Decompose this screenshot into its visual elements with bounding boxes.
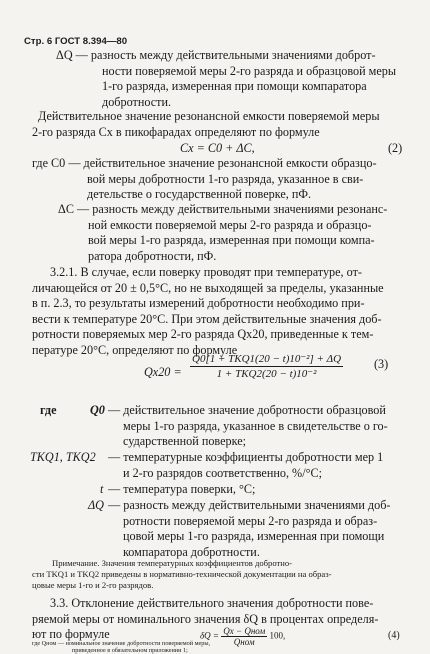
dq-definition-2: [108, 498, 391, 560]
text-line: добротности.: [102, 94, 172, 109]
text-line: Примечание. Значения температурных коэффициентов добротно-: [52, 558, 293, 568]
tkq-definition: [108, 450, 383, 481]
text-line: вести к температуре 20°С. При этом действительные значения доб-: [32, 311, 382, 326]
text-line: вой меры 1-го разряда, измеренная при помощи компа-: [88, 233, 375, 248]
text-line: — действительное значение добротности образцовой: [108, 403, 386, 417]
formula-3-numerator: Q0[1 + TKQ1(20 − t)10⁻²] + ΔQ: [192, 353, 342, 365]
text-line: ΔQ — разность между действительными значениями доброт-: [56, 48, 376, 62]
text-line: ряемой меры от номинального значения δQ в процентах определя-: [32, 611, 379, 626]
text-line: детельстве о государственной поверке, пФ.: [87, 187, 312, 202]
text-line: меры 1-го разряда, указанное в свидетельстве о го-: [123, 418, 388, 433]
formula-2: Cx = C0 + ΔC,: [180, 141, 255, 155]
t-definition: [108, 482, 255, 498]
text-line: ΔC — разность между действительными значениями резонанс-: [58, 202, 388, 216]
text-line: ротности поверяемых мер 2-го разряда Qx20, приведенные к тем-: [32, 327, 374, 342]
text-line: цовые меры 1-го и 2-го разрядов.: [32, 580, 154, 590]
formula-3-number: (3): [374, 357, 389, 371]
text-line: 2-го разряда Cx в пикофарадах определяют по формуле: [32, 124, 320, 139]
note: [32, 558, 331, 591]
text-line: 3.3. Отклонение действительного значения добротности пове-: [50, 596, 374, 610]
text-line: ротности поверяемой меры 2-го разряда и образ-: [123, 513, 378, 528]
text-line: 1-го разряда, измеренная при помощи компаратора: [102, 79, 367, 94]
c0-definition: [32, 156, 377, 203]
text-line: где Qном — номинальное значение добротности поверяемой меры,: [32, 640, 211, 647]
text-line: в п. 2.3, то результаты измерений добротности необходимо при-: [32, 296, 365, 311]
formula-4-numerator: Qx − Qном: [223, 626, 266, 636]
text-line: где C0 — действительное значение резонансной емкости образцо-: [32, 156, 377, 170]
text-line: пературе 20°С, определяют по формуле: [32, 342, 238, 357]
page-header: Стр. 6 ГОСТ 8.394—80: [24, 36, 128, 47]
qnom-definition: [32, 640, 210, 654]
q0-definition: [108, 403, 388, 450]
where-label: где: [40, 403, 57, 417]
paragraph-3-2-1: [32, 265, 384, 359]
text-line: ют по формуле: [32, 627, 110, 642]
text-line: ности поверяемой меры 2-го разряда и образцовой меры: [102, 63, 397, 78]
text-line: сударственной поверке;: [123, 434, 247, 449]
text-line: — температурные коэффициенты добротности мер 1: [108, 450, 384, 464]
text-line: приведенное в обязательном приложении 1;: [72, 647, 188, 654]
formula-2-number: (2): [388, 141, 403, 155]
text-line: 3.2.1. В случае, если поверку проводят при температуре, от-: [50, 265, 362, 279]
text-line: — температура поверки, °С;: [108, 482, 256, 496]
text-line: — разность между действительными значениями доб-: [108, 498, 391, 512]
formula-4: [200, 626, 285, 647]
dc-definition: [58, 202, 387, 264]
symbol-q0: Q0: [90, 403, 105, 417]
text-line: ной емкости поверяемой меры 2-го разряда и образцо-: [88, 217, 372, 232]
text-line: компаратора добротности.: [123, 544, 260, 559]
formula-4-tail: 100,: [269, 630, 286, 641]
text-line: и 2-го разрядов соответственно, %/°С;: [123, 465, 322, 480]
formula-4-denominator: Qном: [233, 637, 255, 647]
formula-4-number: (4): [388, 630, 400, 641]
text-line: цовой меры 1-го разряда, измеренная при помощи: [123, 529, 385, 544]
text-line: вой меры добротности 1-го разряда, указанное в сви-: [87, 171, 364, 186]
symbol-tkq: TKQ1, TKQ2: [30, 450, 96, 464]
formula-3-denominator: 1 + TKQ2(20 − t)10⁻²: [216, 368, 317, 380]
dq-definition: [56, 48, 396, 110]
symbol-dq: ΔQ: [88, 498, 104, 512]
text-line: Действительное значение резонансной емкости поверяемой меры: [38, 109, 380, 123]
text-line: личающейся от 20 ± 0,5°С, но не выходящей за пределы, указанные: [32, 280, 384, 295]
symbol-t: t: [100, 482, 104, 496]
formula-3-fraction: [190, 352, 343, 381]
capacitance-paragraph: [32, 109, 380, 140]
text-line: сти TKQ1 и TKQ2 приведены в нормативно-технической документации на образ-: [32, 569, 332, 579]
text-line: ратора добротности, пФ.: [88, 248, 217, 263]
formula-3-lhs: Qx20 =: [144, 365, 182, 379]
formula-4-lhs: δQ =: [200, 630, 220, 641]
